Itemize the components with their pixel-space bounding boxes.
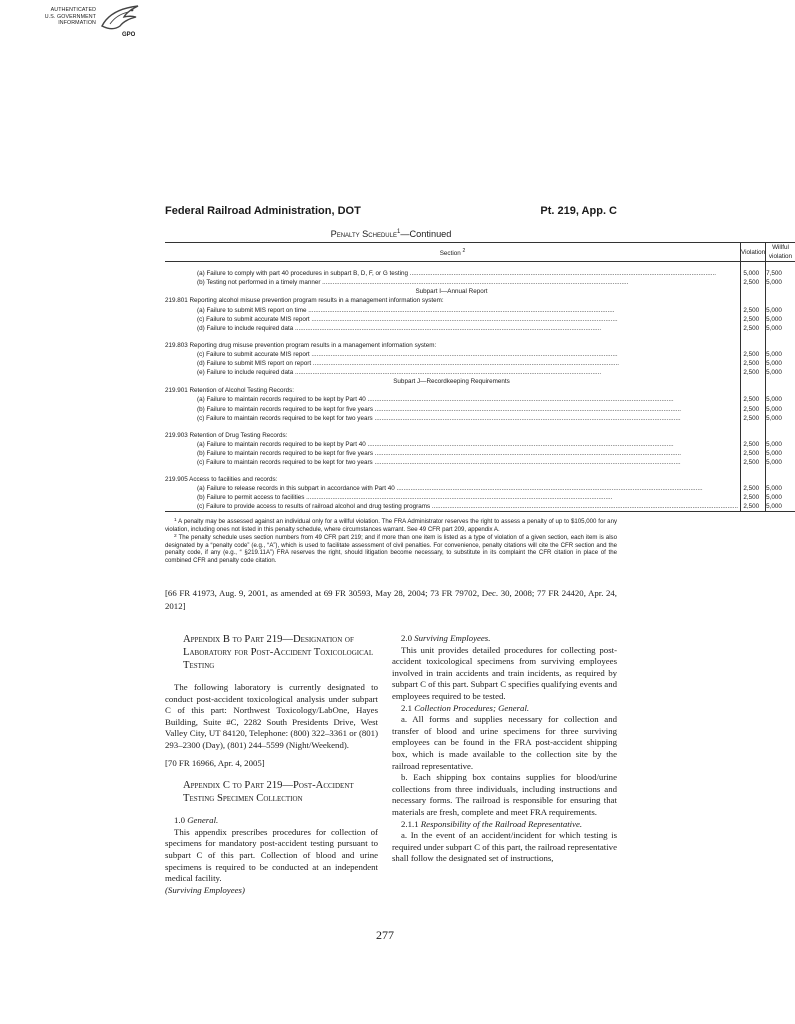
willful-violation-cell: 5,000 [766, 315, 795, 324]
willful-violation-cell: 5,000 [766, 359, 795, 368]
section-cell: 219.905 Access to facilities and records: [165, 476, 278, 484]
willful-violation-cell [766, 287, 795, 296]
willful-violation-cell: 5,000 [766, 368, 795, 377]
section-cell: (a) Failure to submit MIS report on time ..... [165, 306, 741, 315]
section-cell: Subpart I—Annual Report [415, 288, 488, 296]
violation-cell [741, 423, 766, 440]
table-title [165, 229, 617, 239]
table-row [165, 458, 795, 467]
seal-agency: GPO [122, 32, 136, 38]
willful-violation-cell [766, 467, 795, 484]
willful-violation-cell [766, 333, 795, 350]
footnote-1-text: A penalty may be assessed against an individual only for a willful violation. The FRA Administrator reserves the right to assess a penalty of up to $105,000 for any violation, including ones not listed in this penalty schedule, where circumstances warrant. See 49 CFR part 209, appendix A. [165, 517, 618, 533]
willful-violation-cell: 5,000 [766, 278, 795, 287]
violation-cell: 2,500 [741, 458, 766, 467]
table-row [165, 405, 795, 414]
section-2-0-number: 2.0 [401, 633, 412, 643]
section-footnote-mark: 2 [462, 247, 466, 254]
section-cell: (c) Failure to submit accurate MIS report ..... [165, 315, 741, 324]
violation-cell: 2,500 [741, 324, 766, 333]
table-row [165, 502, 795, 512]
violation-cell: 2,500 [741, 368, 766, 377]
section-cell: (b) Failure to maintain records required to be kept for five years ..... [165, 449, 741, 458]
surviving-employees-label: (Surviving Employees) [165, 884, 245, 895]
violation-cell: 2,500 [741, 395, 766, 404]
eagle-seal-icon [98, 4, 142, 34]
section-cell: 219.903 Retention of Drug Testing Records: [165, 431, 288, 439]
section-cell: (d) Failure to submit MIS report on report ..... [165, 359, 741, 368]
willful-violation-cell: 5,000 [766, 395, 795, 404]
section-cell: (c) Failure to maintain records required to be kept for two years ..... [165, 458, 741, 467]
table-row [165, 449, 795, 458]
section-heading-row [165, 467, 795, 484]
footnote-2-text: The penalty schedule uses section numbers from 49 CFR part 219; and if more than one item is listed as a type of violation of a given section, each item is also designated by a “penalty code” (e.g., “A”), which is used to facilitate assessment of civil penalties. For convenience, penalty citations will cite the CFR section and the penalty code, if any (e.g., “ §219.11A”) FRA reserves the right, should litigation become necessary, to substitute in its complaint the CFR citation in place of the combined CFR and penalty code citation. [165, 534, 617, 565]
section-heading-row [165, 333, 795, 350]
table-row [165, 395, 795, 404]
amendment-citation: [66 FR 41973, Aug. 9, 2001, as amended at 69 FR 30593, May 28, 2004; 73 FR 79702, Dec. 30, 2008; 77 FR 24420, Apr. 24, 2012] [165, 588, 617, 611]
footnote-2 [165, 533, 617, 565]
willful-violation-cell: 5,000 [766, 405, 795, 414]
section-2-1-1-a: a. In the event of an accident/incident for which testing is required under subpart C of this part, the railroad representative shall follow the designated set of instructions, [392, 830, 617, 864]
section-cell: (a) Failure to maintain records required to be kept by Part 40 ..... [165, 440, 741, 449]
section-2-1-a: a. All forms and supplies necessary for collection and transfer of blood and urine specimens for three surviving employees can be found in the FRA post-accident shipping box, which is made available to the collection site by the railroad representative. [392, 714, 617, 771]
violation-cell: 2,500 [741, 315, 766, 324]
section-cell: (b) Failure to permit access to facilities ..... [165, 493, 741, 502]
section-cell: (c) Failure to maintain records required to be kept for two years ..... [165, 414, 741, 423]
violation-cell [741, 467, 766, 484]
section-1-0-text: This appendix prescribes procedures for collection of specimens for mandatory post-accident testing pursuant to subpart C of this part. Collection of blood and urine specimens is required to be conducted at an independent medical facility. [165, 826, 378, 884]
violation-cell [741, 296, 766, 305]
subpart-row [165, 377, 795, 386]
section-2-1-1-number: 2.1.1 [401, 818, 419, 829]
section-cell: (a) Failure to maintain records required to be kept by Part 40 ..... [165, 395, 741, 404]
violation-cell: 2,500 [741, 350, 766, 359]
willful-violation-cell [766, 423, 795, 440]
willful-violation-cell: 5,000 [766, 306, 795, 315]
violation-cell: 2,500 [741, 278, 766, 287]
table-row [165, 262, 795, 279]
willful-violation-cell [766, 377, 795, 386]
violation-cell: 2,500 [741, 306, 766, 315]
willful-violation-cell: 5,000 [766, 484, 795, 493]
seal-line-2: U.S. GOVERNMENT [44, 13, 96, 20]
violation-cell [741, 377, 766, 386]
section-2-1-title: Collection Procedures; General. [414, 702, 530, 713]
section-cell: (c) Failure to submit accurate MIS report ..... [165, 350, 741, 359]
table-row [165, 484, 795, 493]
table-row [165, 306, 795, 315]
table-row [165, 350, 795, 359]
table-row [165, 368, 795, 377]
willful-violation-cell [766, 386, 795, 395]
appendix-b-citation: [70 FR 16966, Apr. 4, 2005] [165, 757, 265, 768]
section-cell: 219.901 Retention of Alcohol Testing Records: [165, 387, 295, 395]
section-cell: 219.803 Reporting drug misuse prevention program results in a management information system: [165, 341, 437, 349]
table-row [165, 440, 795, 449]
section-cell: (e) Failure to include required data ..... [165, 368, 741, 377]
running-head-agency: Federal Railroad Administration, DOT [165, 205, 361, 217]
violation-cell: 2,500 [741, 440, 766, 449]
table-title-main: Penalty Schedule [330, 229, 397, 240]
section-1-0-number: 1.0 [174, 815, 185, 826]
willful-violation-cell: 5,000 [766, 458, 795, 467]
section-2-0-heading [392, 633, 617, 645]
violation-cell: 2,500 [741, 449, 766, 458]
violation-cell: 2,500 [741, 484, 766, 493]
seal-text [26, 7, 96, 27]
willful-violation-cell: 5,000 [766, 324, 795, 333]
penalty-schedule-table [165, 242, 795, 512]
section-cell: Subpart J—Recordkeeping Requirements [393, 378, 510, 386]
section-1-0-title: General. [187, 815, 219, 826]
willful-violation-cell: 5,000 [766, 493, 795, 502]
footnote-1 [165, 517, 617, 533]
violation-cell: 2,500 [741, 359, 766, 368]
footnote-2-mark: 2 [174, 534, 177, 540]
table-title-footnote-mark: 1 [396, 229, 401, 235]
willful-violation-cell: 5,000 [766, 502, 795, 512]
section-2-1-1-title: Responsibility of the Railroad Representative. [420, 818, 583, 829]
violation-cell [741, 287, 766, 296]
seal-line-1: AUTHENTICATED [50, 7, 96, 13]
section-cell: 219.801 Reporting alcohol misuse prevention program results in a management information system: [165, 297, 444, 305]
appendix-c-heading: Appendix C to Part 219—Post-Accident Testing Specimen Collection [183, 780, 354, 805]
appendix-b-text: The following laboratory is currently designated to conduct post-accident toxicological analysis under subpart C of this part: Northwest Toxicology/LabOne, Hayes Building, Suite #C, 2282 South Presidents Drive, West Valley City, UT 84120, Telephone: (800) 322–3361 or (801) 293–2300 (Day), (801) 244–5599 (Night/Weekend). [165, 682, 378, 750]
violation-cell: 2,500 [741, 405, 766, 414]
column-header-section: Section $^2$ [165, 243, 741, 262]
table-footnotes [165, 517, 617, 565]
section-heading-row [165, 386, 795, 395]
section-2-1-1-heading [392, 819, 617, 831]
willful-violation-cell: 5,000 [766, 350, 795, 359]
willful-violation-cell: 5,000 [766, 414, 795, 423]
violation-cell: 2,500 [741, 493, 766, 502]
willful-violation-cell: 5,000 [766, 449, 795, 458]
table-row [165, 315, 795, 324]
section-2-1-number: 2.1 [401, 702, 412, 713]
table-row [165, 493, 795, 502]
violation-cell: 5,000 [741, 262, 766, 279]
footnote-1-mark: 1 [174, 518, 177, 523]
violation-cell: 2,500 [741, 502, 766, 512]
violation-cell [741, 386, 766, 395]
table-body [165, 262, 795, 512]
page-number: 277 [376, 928, 394, 942]
section-2-1-b: b. Each shipping box contains supplies for blood/urine collections from three individuals, including instructions and necessary forms. The railroad is responsible for ensuring that materials are fresh, complete and meet FRA requirements. [392, 772, 617, 817]
section-cell: (b) Testing not performed in a timely manner ..... [165, 278, 741, 287]
willful-violation-cell: 7,500 [766, 262, 795, 279]
willful-violation-cell [766, 296, 795, 305]
section-cell: (d) Failure to include required data ..... [165, 324, 741, 333]
violation-cell: 2,500 [741, 414, 766, 423]
table-row [165, 324, 795, 333]
table-row [165, 359, 795, 368]
section-2-0-title: Surviving Employees. [414, 633, 491, 643]
table-row [165, 278, 795, 287]
right-column [392, 633, 617, 865]
running-head [165, 205, 617, 219]
table-row [165, 414, 795, 423]
running-head-part: Pt. 219, App. C [540, 205, 617, 217]
willful-violation-cell: 5,000 [766, 440, 795, 449]
section-heading-row [165, 423, 795, 440]
table-header-row [165, 243, 795, 262]
table-title-suffix: —Continued [400, 229, 452, 240]
left-column [165, 633, 378, 896]
section-cell: (c) Failure to provide access to results of railroad alcohol and drug testing programs ..... [165, 502, 741, 512]
column-header-willful-violation: Willful violation [766, 243, 795, 262]
section-2-0-text: This unit provides detailed procedures for collecting post-accident toxicological specimens from surviving employees involved in train accidents and train incidents, as required by subpart C of this part. Subpart C specifies qualifying events and employees required to be tested. [392, 644, 618, 701]
violation-cell [741, 333, 766, 350]
section-cell: (a) Failure to comply with part 40 procedures in subpart B, D, F, or G testing ..... [165, 262, 741, 279]
column-header-violation: Violation [741, 243, 766, 262]
section-cell: (b) Failure to maintain records required to be kept for five years ..... [165, 405, 741, 414]
seal-line-3: INFORMATION [58, 20, 96, 27]
appendix-b-heading: Appendix B to Part 219—Designation of Laboratory for Post-Accident Toxicological Testing [183, 634, 374, 671]
subpart-row [165, 287, 795, 296]
section-2-1-heading [392, 703, 617, 715]
section-heading-row [165, 296, 795, 305]
section-cell: (a) Failure to release records in this subpart in accordance with Part 40 ..... [165, 484, 741, 493]
gpo-authentication-seal [26, 4, 144, 44]
section-1-0-heading [165, 815, 378, 827]
